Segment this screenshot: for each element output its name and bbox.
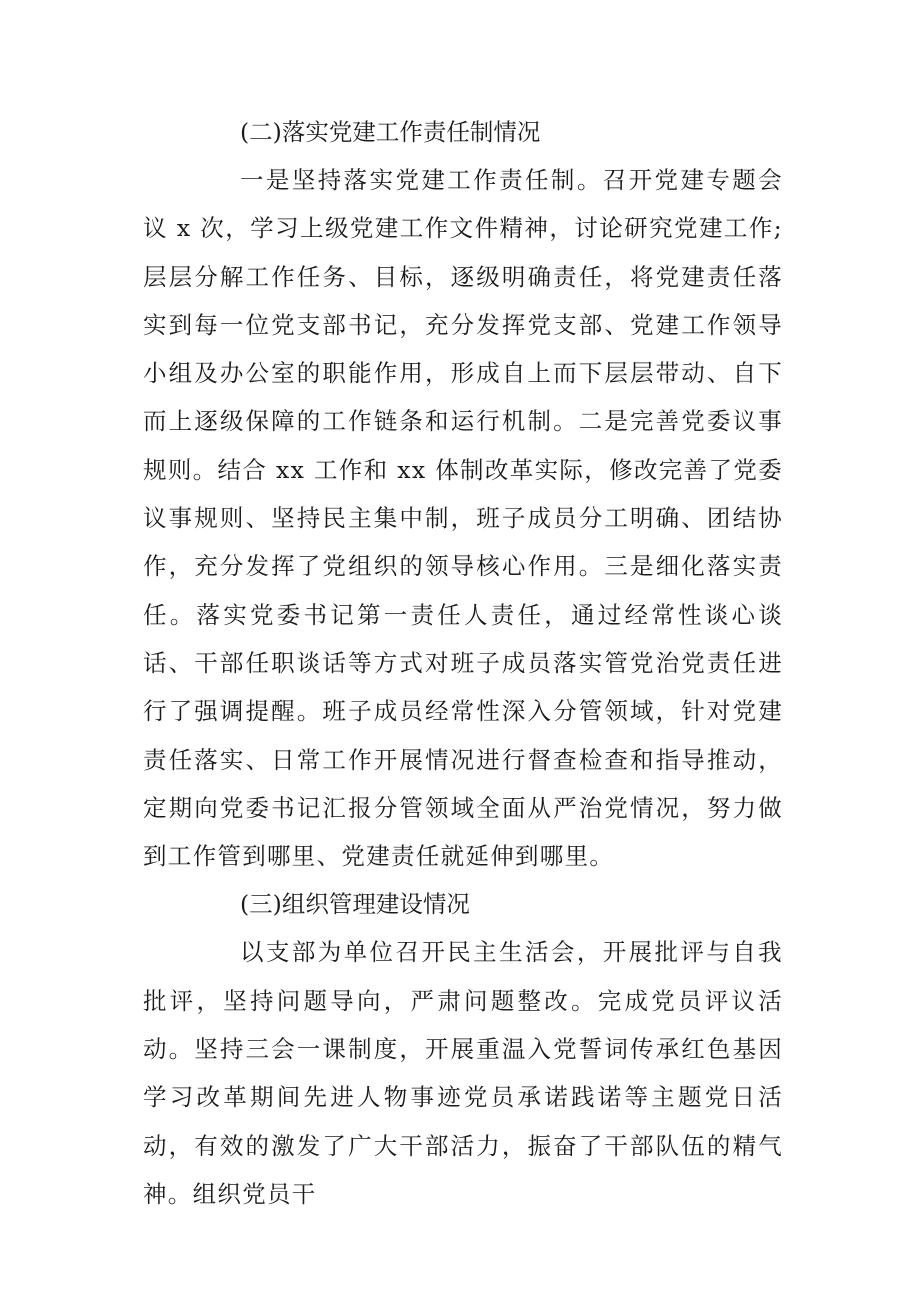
- section-heading-responsibility: (二)落实党建工作责任制情况: [240, 118, 541, 146]
- document-body: [143, 108, 783, 1218]
- section-paragraph-responsibility: 一是坚持落实党建工作责任制。召开党建专题会议 x 次，学习上级党建工作文件精神，讨论研究党建工作;层层分解工作任务、目标，逐级明确责任，将党建责任落实到每一位党支部书记，充分发挥党支部、党建工作领导小组及办公室的职能作用，形成自上而下层层带动、自下而上逐级保障的工作链条和运行机制。二是完善党委议事规则。结合 xx 工作和 xx 体制改革实际，修改完善了党委议事规则、坚持民主集中制，班子成员分工明确、团结协作，充分发挥了党组织的领导核心作用。三是细化落实责任。落实党委书记第一责任人责任，通过经常性谈心谈话、干部任职谈话等方式对班子成员落实管党治党责任进行了强调提醒。班子成员经常性深入分管领域，针对党建责任落实、日常工作开展情况进行督查检查和指导推动，定期向党委书记汇报分管领域全面从严治党情况，努力做到工作管到哪里、党建责任就延伸到哪里。: [143, 166, 783, 871]
- section-paragraph-organization: 以支部为单位召开民主生活会，开展批评与自我批评，坚持问题导向，严肃问题整改。完成党员评议活动。坚持三会一课制度，开展重温入党誓词传承红色基因学习改革期间先进人物事迹党员承诺践诺等主题党日活动，有效的激发了广大干部活力，振奋了干部队伍的精气神。组织党员干: [143, 938, 783, 1208]
- section-heading-organization: (三)组织管理建设情况: [240, 890, 470, 919]
